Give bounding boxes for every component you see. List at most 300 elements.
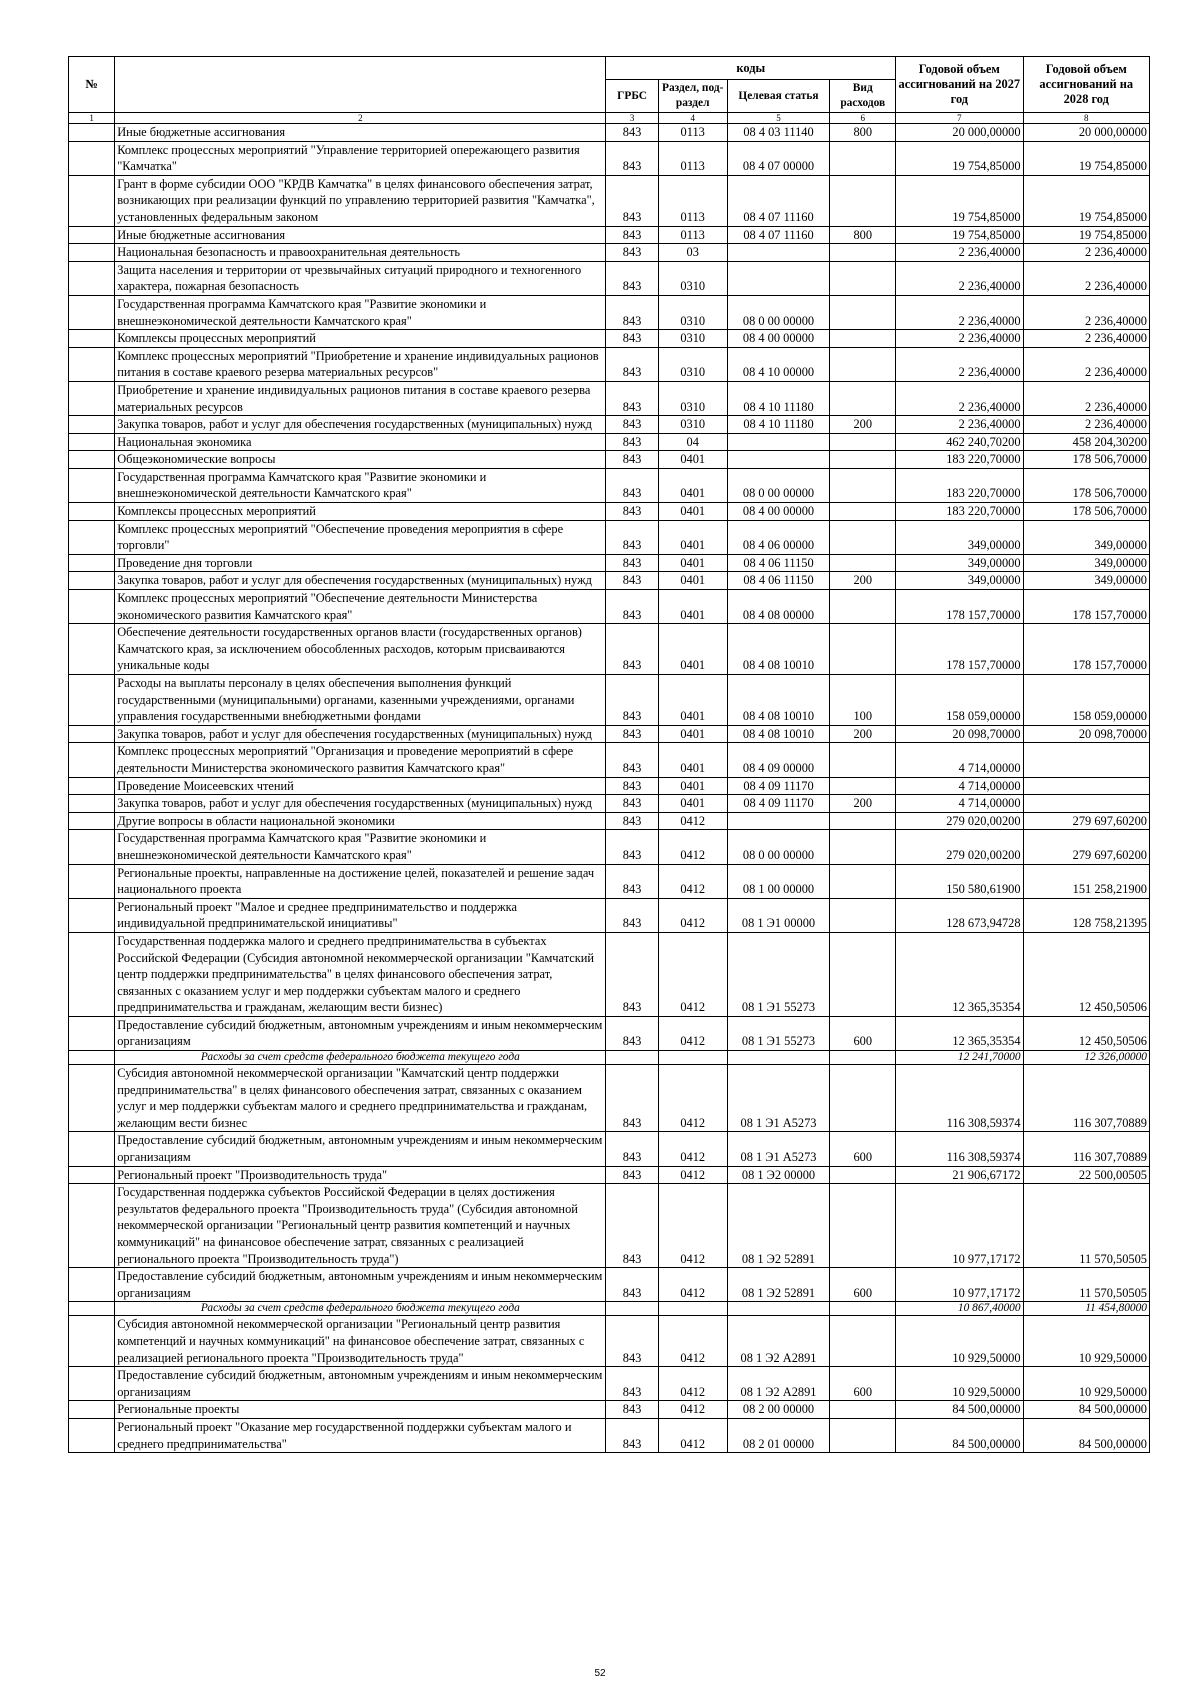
row-amount-2027: 12 365,35354 <box>896 1016 1023 1050</box>
row-number-cell <box>69 812 115 830</box>
row-amount-2028: 279 697,60200 <box>1023 830 1149 864</box>
row-amount-2027: 158 059,00000 <box>896 675 1023 726</box>
row-name: Региональные проекты, направленные на достижение целей, показателей и решение задач национального проекта <box>115 864 606 898</box>
row-target-article: 08 2 01 00000 <box>727 1418 830 1452</box>
row-name: Закупка товаров, работ и услуг для обеспечения государственных (муниципальных) нужд <box>115 795 606 813</box>
row-grbs: 843 <box>606 433 658 451</box>
row-name: Государственная программа Камчатского края "Развитие экономики и внешнеэкономической деятельности Камчатского края" <box>115 295 606 329</box>
row-amount-2028 <box>1023 743 1149 777</box>
row-name: Государственная программа Камчатского края "Развитие экономики и внешнеэкономической деятельности Камчатского края" <box>115 830 606 864</box>
row-amount-2028: 128 758,21395 <box>1023 898 1149 932</box>
row-name: Защита населения и территории от чрезвычайных ситуаций природного и техногенного характера, пожарная безопасность <box>115 261 606 295</box>
row-amount-2027: 4 714,00000 <box>896 795 1023 813</box>
row-grbs: 843 <box>606 381 658 415</box>
row-amount-2028: 12 450,50506 <box>1023 1016 1149 1050</box>
row-section: 0113 <box>658 124 727 142</box>
row-amount-2028: 458 204,30200 <box>1023 433 1149 451</box>
row-amount-2028: 84 500,00000 <box>1023 1418 1149 1452</box>
row-target-article: 08 4 09 00000 <box>727 743 830 777</box>
row-number-cell <box>69 226 115 244</box>
header-expense-type: Вид расходов <box>830 80 896 113</box>
row-grbs: 843 <box>606 244 658 262</box>
row-grbs: 843 <box>606 1268 658 1302</box>
row-name: Комплексы процессных мероприятий <box>115 330 606 348</box>
row-name: Закупка товаров, работ и услуг для обеспечения государственных (муниципальных) нужд <box>115 416 606 434</box>
row-name: Региональные проекты <box>115 1401 606 1419</box>
row-amount-2027: 2 236,40000 <box>896 416 1023 434</box>
row-target-article: 08 4 10 00000 <box>727 347 830 381</box>
row-target-article <box>727 451 830 469</box>
row-amount-2028: 19 754,85000 <box>1023 141 1149 175</box>
row-amount-2027: 4 714,00000 <box>896 743 1023 777</box>
row-name: Национальная экономика <box>115 433 606 451</box>
row-section: 0401 <box>658 468 727 502</box>
row-amount-2027: 2 236,40000 <box>896 244 1023 262</box>
header-number: № <box>69 57 115 113</box>
row-target-article: 08 4 08 10010 <box>727 624 830 675</box>
row-amount-2027: 12 241,70000 <box>896 1051 1023 1065</box>
row-amount-2028: 2 236,40000 <box>1023 330 1149 348</box>
header-target-article: Целевая статья <box>727 80 830 113</box>
row-amount-2027: 2 236,40000 <box>896 330 1023 348</box>
row-grbs: 843 <box>606 503 658 521</box>
row-expense-type <box>830 141 896 175</box>
table-row <box>69 795 1150 813</box>
row-amount-2027: 20 000,00000 <box>896 124 1023 142</box>
row-amount-2028: 19 754,85000 <box>1023 226 1149 244</box>
table-row <box>69 1401 1150 1419</box>
row-number-cell <box>69 1184 115 1268</box>
row-target-article: 08 0 00 00000 <box>727 468 830 502</box>
row-amount-2028: 2 236,40000 <box>1023 347 1149 381</box>
table-row <box>69 898 1150 932</box>
row-grbs: 843 <box>606 777 658 795</box>
row-number-cell <box>69 572 115 590</box>
row-name: Закупка товаров, работ и услуг для обеспечения государственных (муниципальных) нужд <box>115 725 606 743</box>
row-grbs: 843 <box>606 520 658 554</box>
column-number: 5 <box>727 113 830 124</box>
row-grbs: 843 <box>606 812 658 830</box>
row-expense-type <box>830 330 896 348</box>
table-row <box>69 624 1150 675</box>
row-grbs: 843 <box>606 725 658 743</box>
row-expense-type: 800 <box>830 226 896 244</box>
row-name: Проведение дня торговли <box>115 554 606 572</box>
row-name: Субсидия автономной некоммерческой организации "Камчатский центр поддержки предпринимательства" в целях финансового обеспечения затрат, связанных с оказанием услуг и мер поддержки субъектам малого и среднего предпринимательства и гражданам, желающим вести бизнес <box>115 1065 606 1132</box>
row-amount-2027: 19 754,85000 <box>896 175 1023 226</box>
row-amount-2028: 20 000,00000 <box>1023 124 1149 142</box>
row-number-cell <box>69 1268 115 1302</box>
row-section: 0401 <box>658 520 727 554</box>
row-target-article: 08 0 00 00000 <box>727 295 830 329</box>
row-expense-type <box>830 864 896 898</box>
row-grbs: 843 <box>606 1132 658 1166</box>
budget-table <box>68 56 1150 1453</box>
row-name: Государственная поддержка субъектов Российской Федерации в целях достижения результатов федерального проекта "Производительность труда" (Субсидия автономной некоммерческой организации "Региональный центр развития компетенций и научных коммуникаций" на финансовое обеспечение затрат, связанных с реализацией регионального проекта "Производительность труда") <box>115 1184 606 1268</box>
row-number-cell <box>69 1302 115 1316</box>
row-amount-2028: 349,00000 <box>1023 554 1149 572</box>
row-name: Комплексы процессных мероприятий <box>115 503 606 521</box>
row-expense-type <box>830 830 896 864</box>
row-amount-2028: 116 307,70889 <box>1023 1065 1149 1132</box>
table-row <box>69 1367 1150 1401</box>
column-number: 1 <box>69 113 115 124</box>
row-expense-type <box>830 624 896 675</box>
row-expense-type: 600 <box>830 1016 896 1050</box>
row-section: 0412 <box>658 1132 727 1166</box>
row-target-article: 08 4 08 00000 <box>727 590 830 624</box>
row-target-article <box>727 1051 830 1065</box>
row-amount-2028: 349,00000 <box>1023 520 1149 554</box>
row-expense-type <box>830 812 896 830</box>
row-amount-2027: 20 098,70000 <box>896 725 1023 743</box>
row-expense-type: 600 <box>830 1268 896 1302</box>
row-target-article: 08 1 Э1 00000 <box>727 898 830 932</box>
row-amount-2028: 116 307,70889 <box>1023 1132 1149 1166</box>
row-name: Проведение Моисеевских чтений <box>115 777 606 795</box>
row-amount-2028: 19 754,85000 <box>1023 175 1149 226</box>
row-expense-type <box>830 261 896 295</box>
row-amount-2028: 178 157,70000 <box>1023 624 1149 675</box>
table-row <box>69 451 1150 469</box>
table-row <box>69 777 1150 795</box>
row-section: 0412 <box>658 864 727 898</box>
row-grbs: 843 <box>606 451 658 469</box>
row-number-cell <box>69 554 115 572</box>
row-section: 0310 <box>658 261 727 295</box>
row-name: Региональный проект "Малое и среднее предпринимательство и поддержка индивидуальной предпринимательской инициативы" <box>115 898 606 932</box>
row-amount-2027: 2 236,40000 <box>896 381 1023 415</box>
row-expense-type <box>830 1302 896 1316</box>
row-amount-2027: 183 220,70000 <box>896 468 1023 502</box>
row-expense-type <box>830 1316 896 1367</box>
row-section: 0310 <box>658 330 727 348</box>
row-number-cell <box>69 864 115 898</box>
row-grbs: 843 <box>606 864 658 898</box>
row-expense-type <box>830 295 896 329</box>
row-expense-type <box>830 1166 896 1184</box>
table-row <box>69 381 1150 415</box>
row-amount-2027: 183 220,70000 <box>896 451 1023 469</box>
row-target-article: 08 1 Э1 А5273 <box>727 1132 830 1166</box>
row-amount-2028: 178 506,70000 <box>1023 451 1149 469</box>
table-row <box>69 1065 1150 1132</box>
row-name: Расходы на выплаты персоналу в целях обеспечения выполнения функций государственными (муниципальными) органами, казенными учреждениями, органами управления государственными внебюджетными фондами <box>115 675 606 726</box>
row-amount-2028: 11 570,50505 <box>1023 1268 1149 1302</box>
row-section: 0401 <box>658 725 727 743</box>
table-row <box>69 725 1150 743</box>
table-row <box>69 1184 1150 1268</box>
row-name: Комплекс процессных мероприятий "Обеспечение деятельности Министерства экономического развития Камчатского края" <box>115 590 606 624</box>
table-row <box>69 743 1150 777</box>
table-row <box>69 675 1150 726</box>
row-grbs: 843 <box>606 590 658 624</box>
row-amount-2027: 21 906,67172 <box>896 1166 1023 1184</box>
row-grbs: 843 <box>606 1401 658 1419</box>
table-row <box>69 520 1150 554</box>
row-section: 0412 <box>658 1418 727 1452</box>
row-amount-2028: 158 059,00000 <box>1023 675 1149 726</box>
row-expense-type <box>830 451 896 469</box>
row-number-cell <box>69 175 115 226</box>
row-section: 0310 <box>658 347 727 381</box>
row-amount-2028: 349,00000 <box>1023 572 1149 590</box>
row-number-cell <box>69 1367 115 1401</box>
row-section: 0412 <box>658 1016 727 1050</box>
row-name: Комплекс процессных мероприятий "Обеспечение проведения мероприятия в сфере торговли" <box>115 520 606 554</box>
row-amount-2028 <box>1023 777 1149 795</box>
row-section: 0412 <box>658 898 727 932</box>
row-section: 0113 <box>658 226 727 244</box>
row-number-cell <box>69 1132 115 1166</box>
row-amount-2027: 116 308,59374 <box>896 1132 1023 1166</box>
row-name: Региональный проект "Производительность труда" <box>115 1166 606 1184</box>
row-amount-2027: 12 365,35354 <box>896 932 1023 1016</box>
row-name: Другие вопросы в области национальной экономики <box>115 812 606 830</box>
row-number-cell <box>69 675 115 726</box>
row-name: Грант в форме субсидии ООО "КРДВ Камчатка" в целях финансового обеспечения затрат, возникающих при реализации функций по управлению территорией развития "Камчатка", установленных федеральным законом <box>115 175 606 226</box>
row-amount-2027: 10 929,50000 <box>896 1367 1023 1401</box>
row-number-cell <box>69 451 115 469</box>
table-row <box>69 468 1150 502</box>
row-amount-2027: 2 236,40000 <box>896 261 1023 295</box>
row-expense-type <box>830 554 896 572</box>
row-grbs: 843 <box>606 261 658 295</box>
row-amount-2028: 12 326,00000 <box>1023 1051 1149 1065</box>
row-grbs: 843 <box>606 226 658 244</box>
row-target-article: 08 4 06 11150 <box>727 554 830 572</box>
row-name: Обеспечение деятельности государственных органов власти (государственных органов) Камчатского края, за исключением обособленных расходов, которым присваиваются уникальные коды <box>115 624 606 675</box>
row-target-article: 08 1 Э1 А5273 <box>727 1065 830 1132</box>
table-row <box>69 124 1150 142</box>
row-number-cell <box>69 381 115 415</box>
row-amount-2028: 2 236,40000 <box>1023 261 1149 295</box>
row-number-cell <box>69 1016 115 1050</box>
row-amount-2028: 2 236,40000 <box>1023 416 1149 434</box>
row-target-article: 08 4 00 00000 <box>727 503 830 521</box>
row-grbs: 843 <box>606 295 658 329</box>
row-section: 0412 <box>658 1367 727 1401</box>
table-row <box>69 261 1150 295</box>
row-target-article: 08 4 06 00000 <box>727 520 830 554</box>
row-amount-2027: 349,00000 <box>896 520 1023 554</box>
header-grbs: ГРБС <box>606 80 658 113</box>
row-target-article: 08 1 Э1 55273 <box>727 932 830 1016</box>
federal-budget-row <box>69 1302 1150 1316</box>
row-section: 0401 <box>658 675 727 726</box>
row-amount-2028: 12 450,50506 <box>1023 932 1149 1016</box>
row-section: 0113 <box>658 141 727 175</box>
row-amount-2027: 2 236,40000 <box>896 347 1023 381</box>
table-row <box>69 1166 1150 1184</box>
row-section: 0412 <box>658 812 727 830</box>
table-row <box>69 503 1150 521</box>
row-amount-2028: 279 697,60200 <box>1023 812 1149 830</box>
row-target-article: 08 4 09 11170 <box>727 777 830 795</box>
row-number-cell <box>69 347 115 381</box>
row-expense-type <box>830 1418 896 1452</box>
row-amount-2027: 279 020,00200 <box>896 812 1023 830</box>
table-row <box>69 812 1150 830</box>
row-section: 0412 <box>658 1065 727 1132</box>
row-amount-2027: 19 754,85000 <box>896 141 1023 175</box>
row-grbs: 843 <box>606 141 658 175</box>
row-target-article: 08 4 08 10010 <box>727 725 830 743</box>
row-name: Предоставление субсидий бюджетным, автономным учреждениям и иным некоммерческим организациям <box>115 1268 606 1302</box>
table-row <box>69 1316 1150 1367</box>
header-year-2028: Годовой объем ассигнований на 2028 год <box>1023 57 1149 113</box>
row-grbs: 843 <box>606 572 658 590</box>
row-grbs: 843 <box>606 830 658 864</box>
header-codes: коды <box>606 57 896 80</box>
row-section: 0412 <box>658 1268 727 1302</box>
row-target-article: 08 1 Э2 52891 <box>727 1184 830 1268</box>
row-expense-type <box>830 1401 896 1419</box>
row-target-article: 08 4 07 11160 <box>727 226 830 244</box>
row-number-cell <box>69 795 115 813</box>
row-grbs: 843 <box>606 1065 658 1132</box>
row-number-cell <box>69 898 115 932</box>
table-row <box>69 330 1150 348</box>
row-name: Субсидия автономной некоммерческой организации "Региональный центр развития компетенций и научных коммуникаций" на финансовое обеспечение затрат, связанных с реализацией регионального проекта "Производительность труда" <box>115 1316 606 1367</box>
row-expense-type <box>830 381 896 415</box>
row-number-cell <box>69 1166 115 1184</box>
row-expense-type: 800 <box>830 124 896 142</box>
row-grbs: 843 <box>606 932 658 1016</box>
row-section <box>658 1302 727 1316</box>
row-number-cell <box>69 1316 115 1367</box>
row-section <box>658 1051 727 1065</box>
row-number-cell <box>69 295 115 329</box>
row-section: 04 <box>658 433 727 451</box>
row-number-cell <box>69 330 115 348</box>
row-name: Иные бюджетные ассигнования <box>115 226 606 244</box>
row-section: 0412 <box>658 1166 727 1184</box>
row-amount-2028: 2 236,40000 <box>1023 381 1149 415</box>
header-name <box>115 57 606 113</box>
row-name: Закупка товаров, работ и услуг для обеспечения государственных (муниципальных) нужд <box>115 572 606 590</box>
row-amount-2027: 10 977,17172 <box>896 1268 1023 1302</box>
row-target-article: 08 4 07 11160 <box>727 175 830 226</box>
row-grbs: 843 <box>606 124 658 142</box>
row-amount-2027: 349,00000 <box>896 554 1023 572</box>
row-section: 0412 <box>658 1401 727 1419</box>
row-name: Национальная безопасность и правоохранительная деятельность <box>115 244 606 262</box>
row-amount-2028: 20 098,70000 <box>1023 725 1149 743</box>
table-body <box>69 124 1150 1453</box>
row-amount-2028: 178 506,70000 <box>1023 503 1149 521</box>
row-grbs: 843 <box>606 743 658 777</box>
row-amount-2027: 10 929,50000 <box>896 1316 1023 1367</box>
row-name: Предоставление субсидий бюджетным, автономным учреждениям и иным некоммерческим организациям <box>115 1016 606 1050</box>
row-section: 0113 <box>658 175 727 226</box>
row-expense-type <box>830 244 896 262</box>
table-row <box>69 932 1150 1016</box>
row-name: Комплекс процессных мероприятий "Управление территорией опережающего развития "Камчатка" <box>115 141 606 175</box>
row-section: 0401 <box>658 795 727 813</box>
table-row <box>69 244 1150 262</box>
row-target-article: 08 1 Э2 А2891 <box>727 1367 830 1401</box>
row-expense-type <box>830 347 896 381</box>
row-number-cell <box>69 503 115 521</box>
row-expense-type: 200 <box>830 795 896 813</box>
row-grbs: 843 <box>606 795 658 813</box>
row-amount-2028 <box>1023 795 1149 813</box>
row-name: Иные бюджетные ассигнования <box>115 124 606 142</box>
row-amount-2027: 150 580,61900 <box>896 864 1023 898</box>
table-row <box>69 1268 1150 1302</box>
row-target-article: 08 4 03 11140 <box>727 124 830 142</box>
row-section: 0401 <box>658 451 727 469</box>
row-target-article: 08 1 00 00000 <box>727 864 830 898</box>
row-name: Государственная поддержка малого и среднего предпринимательства в субъектах Российской Федерации (Субсидия автономной некоммерческой организации "Камчатский центр поддержки предпринимательства" в целях финансового обеспечения затрат, связанных с оказанием услуг и мер поддержки субъектам малого и среднего предпринимательства и гражданам, желающим вести бизнес) <box>115 932 606 1016</box>
row-amount-2027: 10 977,17172 <box>896 1184 1023 1268</box>
row-expense-type <box>830 1065 896 1132</box>
page-number: 52 <box>594 1668 606 1679</box>
row-section: 0401 <box>658 572 727 590</box>
row-amount-2028: 11 570,50505 <box>1023 1184 1149 1268</box>
row-grbs <box>606 1051 658 1065</box>
row-number-cell <box>69 244 115 262</box>
row-expense-type <box>830 1184 896 1268</box>
table-row <box>69 295 1150 329</box>
row-grbs: 843 <box>606 624 658 675</box>
row-amount-2027: 4 714,00000 <box>896 777 1023 795</box>
row-target-article: 08 4 07 00000 <box>727 141 830 175</box>
row-target-article: 08 2 00 00000 <box>727 1401 830 1419</box>
row-amount-2028: 2 236,40000 <box>1023 295 1149 329</box>
row-number-cell <box>69 1418 115 1452</box>
row-section: 0401 <box>658 624 727 675</box>
row-amount-2028: 178 506,70000 <box>1023 468 1149 502</box>
row-grbs: 843 <box>606 175 658 226</box>
row-expense-type <box>830 520 896 554</box>
row-amount-2028: 2 236,40000 <box>1023 244 1149 262</box>
table-row <box>69 416 1150 434</box>
row-expense-type <box>830 433 896 451</box>
row-grbs: 843 <box>606 554 658 572</box>
row-amount-2027: 84 500,00000 <box>896 1401 1023 1419</box>
row-amount-2027: 10 867,40000 <box>896 1302 1023 1316</box>
row-section: 0401 <box>658 777 727 795</box>
row-amount-2027: 178 157,70000 <box>896 624 1023 675</box>
table-row <box>69 590 1150 624</box>
row-grbs: 843 <box>606 468 658 502</box>
row-grbs: 843 <box>606 1316 658 1367</box>
row-number-cell <box>69 624 115 675</box>
row-target-article <box>727 433 830 451</box>
row-target-article: 08 1 Э2 А2891 <box>727 1316 830 1367</box>
row-expense-type <box>830 743 896 777</box>
table-row <box>69 141 1150 175</box>
row-section: 0401 <box>658 503 727 521</box>
row-amount-2028: 84 500,00000 <box>1023 1401 1149 1419</box>
row-grbs: 843 <box>606 898 658 932</box>
row-section: 0310 <box>658 416 727 434</box>
row-number-cell <box>69 1051 115 1065</box>
row-grbs: 843 <box>606 1166 658 1184</box>
row-name: Региональный проект "Оказание мер государственной поддержки субъектам малого и среднего предпринимательства" <box>115 1418 606 1452</box>
row-amount-2028: 11 454,80000 <box>1023 1302 1149 1316</box>
federal-budget-row <box>69 1051 1150 1065</box>
column-number: 8 <box>1023 113 1149 124</box>
row-section: 0310 <box>658 381 727 415</box>
row-grbs: 843 <box>606 1418 658 1452</box>
table-row <box>69 1418 1150 1452</box>
row-number-cell <box>69 932 115 1016</box>
row-name: Расходы за счет средств федерального бюджета текущего года <box>115 1051 606 1065</box>
table-row <box>69 175 1150 226</box>
